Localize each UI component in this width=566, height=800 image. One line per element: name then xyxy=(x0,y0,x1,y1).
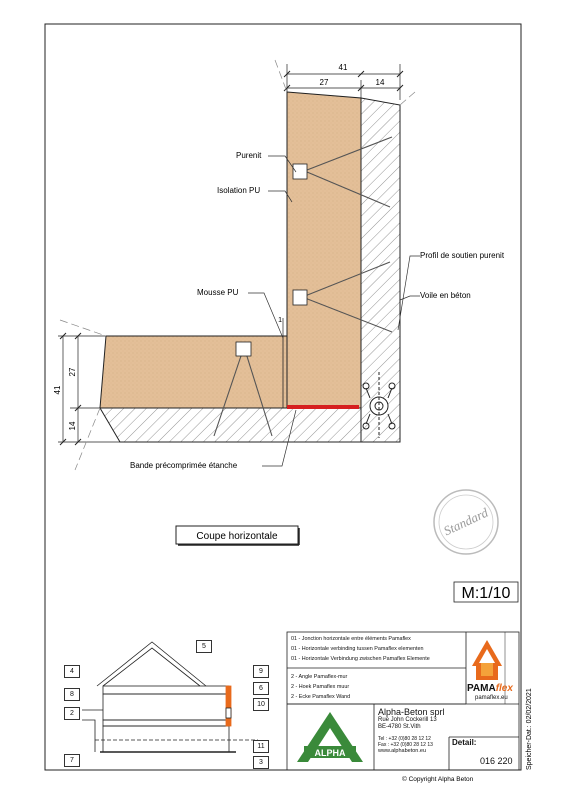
insulation-horizontal xyxy=(100,336,287,408)
company-street: Rue John Cockerill 13 xyxy=(378,717,437,723)
label-profil: Profil de soutien purenit xyxy=(420,251,505,260)
pama-logo-icon xyxy=(472,640,502,680)
dim-wall: 14 xyxy=(375,78,385,87)
company-tel: Tel : +32 (0)80 28 12 12 xyxy=(378,736,431,742)
svg-text:Standard: Standard xyxy=(441,504,491,539)
label-isolation: Isolation PU xyxy=(217,186,261,195)
dim-total: 41 xyxy=(338,63,348,72)
desc-1b: 01 - Horizontale verbinding tussen Pamaflex elementen xyxy=(291,646,424,652)
marker-7: 7 xyxy=(64,754,80,767)
house-section xyxy=(82,642,258,752)
label-purenit: Purenit xyxy=(236,151,262,160)
dim-left-ins: 27 xyxy=(68,367,77,377)
detail-label: Detail: xyxy=(452,738,477,747)
marker-6: 6 xyxy=(253,682,269,695)
pama-word: PAMA xyxy=(467,683,496,694)
label-bande: Bande précomprimée étanche xyxy=(130,461,238,470)
marker-11: 11 xyxy=(253,740,269,753)
scale-label: M:1/10 xyxy=(461,585,511,602)
desc-1c: 01 - Horizontale Verbindung zwischen Pamaflex Elemente xyxy=(291,656,430,662)
desc-2a: 2 - Angle Pamaflex-mur xyxy=(291,674,348,680)
purenit-block-2 xyxy=(293,290,307,305)
desc-1a: 01 - Jonction horizontale entre éléments Pamaflex xyxy=(291,636,411,642)
company-city: BE-4780 St.Vith xyxy=(378,724,421,730)
save-date: Speicher-Dat.: 02/02/2021 xyxy=(526,688,533,770)
pama-url: pamaflex.eu xyxy=(475,695,508,701)
concrete-wall-horizontal xyxy=(100,408,361,442)
pama-brand xyxy=(467,683,513,694)
company-block xyxy=(378,707,445,755)
company-web: www.alphabeton.eu xyxy=(378,748,427,754)
label-mousse: Mousse PU xyxy=(197,288,239,297)
marker-5: 5 xyxy=(196,640,212,653)
insulation-vertical xyxy=(287,92,361,408)
flex-word: flex xyxy=(495,683,513,694)
marker-3: 3 xyxy=(253,756,269,769)
copyright: © Copyright Alpha Beton xyxy=(402,776,474,783)
marker-10: 10 xyxy=(253,698,269,711)
dim-left-total: 41 xyxy=(53,385,62,395)
compressed-band xyxy=(287,405,359,409)
label-voile: Voile en béton xyxy=(420,291,471,300)
purenit-block-3 xyxy=(236,342,251,356)
detail-number: 016 220 xyxy=(480,756,513,766)
dim-gap: 1 xyxy=(278,317,282,324)
desc-2c: 2 - Ecke Pamaflex Wand xyxy=(291,694,351,700)
marker-8: 8 xyxy=(64,688,80,701)
svg-text:ALPHA: ALPHA xyxy=(314,748,346,758)
alpha-logo-icon xyxy=(297,712,363,762)
purenit-block xyxy=(293,164,307,179)
marker-4: 4 xyxy=(64,665,80,678)
dim-insulation: 27 xyxy=(319,78,329,87)
drawing-title: Coupe horizontale xyxy=(196,531,278,542)
standard-stamp xyxy=(434,490,498,554)
company-fax: Fax : +32 (0)80 28 12 13 xyxy=(378,742,433,748)
desc-block-1 xyxy=(291,634,463,664)
desc-block-2 xyxy=(291,672,463,702)
company-name: Alpha-Beton sprl xyxy=(378,707,445,717)
desc-2b: 2 - Hoek Pamaflex muur xyxy=(291,684,350,690)
marker-2: 2 xyxy=(64,707,80,720)
marker-9: 9 xyxy=(253,665,269,678)
dim-left-wall: 14 xyxy=(68,421,77,431)
